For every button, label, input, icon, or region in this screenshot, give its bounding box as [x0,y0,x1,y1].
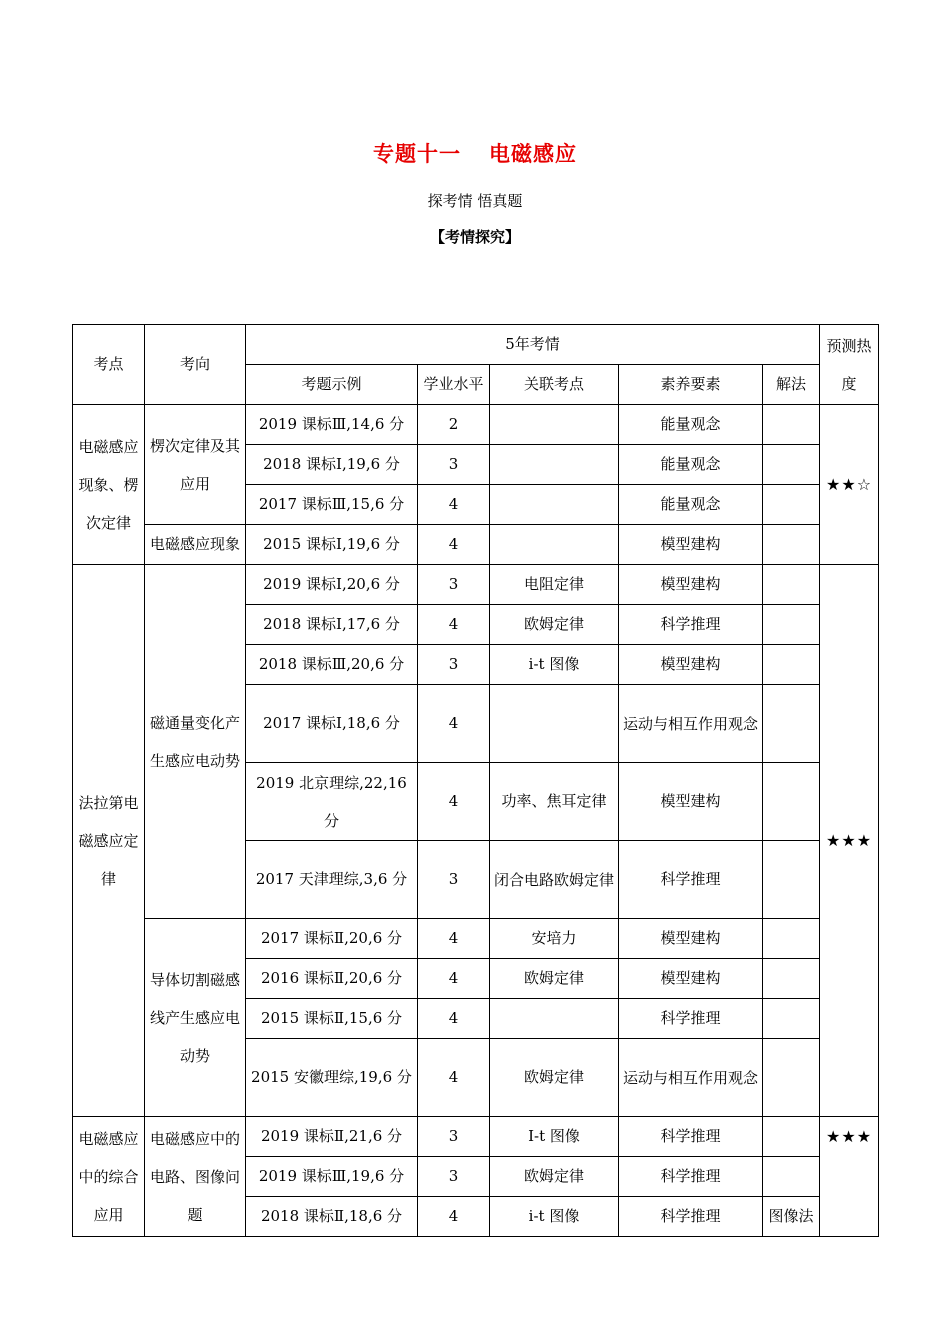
related-cell [490,525,619,565]
literacy-cell: 模型建构 [619,959,763,999]
literacy-cell: 模型建构 [619,919,763,959]
method-cell [763,605,820,645]
example-cell: 2018 课标Ⅰ,17,6 分 [246,605,418,645]
kaoxiang-cell: 磁通量变化产生感应电动势 [145,565,246,919]
header-related: 关联考点 [490,365,619,405]
level-cell: 4 [418,919,490,959]
header-literacy: 素养要素 [619,365,763,405]
related-cell: i-t 图像 [490,645,619,685]
header-example: 考题示例 [246,365,418,405]
method-cell [763,841,820,919]
example-cell: 2019 课标Ⅲ,14,6 分 [246,405,418,445]
page-title [0,138,950,168]
heat-rating: ★★☆ [820,405,879,565]
kaoxiang-cell: 楞次定律及其应用 [145,405,246,525]
method-cell [763,525,820,565]
method-cell [763,685,820,763]
header-yuce: 预测热度 [820,325,879,405]
exam-analysis-table [72,324,879,1237]
example-cell: 2019 北京理综,22,16 分 [246,763,418,841]
kaodian-cell: 电磁感应中的综合应用 [73,1117,145,1237]
method-cell [763,645,820,685]
method-cell [763,405,820,445]
related-cell: 电阻定律 [490,565,619,605]
literacy-cell: 运动与相互作用观念 [619,685,763,763]
example-cell: 2017 课标Ⅰ,18,6 分 [246,685,418,763]
literacy-cell: 模型建构 [619,645,763,685]
literacy-cell: 模型建构 [619,525,763,565]
method-cell [763,1157,820,1197]
level-cell: 4 [418,685,490,763]
literacy-cell: 科学推理 [619,1157,763,1197]
level-cell: 3 [418,841,490,919]
literacy-cell: 能量观念 [619,445,763,485]
related-cell: 欧姆定律 [490,1157,619,1197]
example-cell: 2015 安徽理综,19,6 分 [246,1039,418,1117]
header-method: 解法 [763,365,820,405]
literacy-cell: 能量观念 [619,485,763,525]
literacy-cell: 科学推理 [619,1197,763,1237]
example-cell: 2015 课标Ⅰ,19,6 分 [246,525,418,565]
level-cell: 4 [418,763,490,841]
page-subtitle: 探考情 悟真题 [427,192,523,210]
related-cell [490,405,619,445]
related-cell: 欧姆定律 [490,605,619,645]
example-cell: 2018 课标Ⅰ,19,6 分 [246,445,418,485]
related-cell: i-t 图像 [490,1197,619,1237]
related-cell [490,685,619,763]
literacy-cell: 模型建构 [619,565,763,605]
level-cell: 4 [418,959,490,999]
literacy-cell: 科学推理 [619,605,763,645]
method-cell [763,1039,820,1117]
kaoxiang-cell: 导体切割磁感线产生感应电动势 [145,919,246,1117]
header-five-years: 5年考情 [246,325,820,365]
literacy-cell: 科学推理 [619,841,763,919]
method-cell [763,445,820,485]
kaodian-cell: 法拉第电磁感应定律 [73,565,145,1117]
level-cell: 3 [418,1157,490,1197]
level-cell: 3 [418,565,490,605]
title-topic-number: 专题十一 [373,142,461,166]
example-cell: 2018 课标Ⅲ,20,6 分 [246,645,418,685]
heat-rating: ★★★ [820,1117,879,1237]
example-cell: 2016 课标Ⅱ,20,6 分 [246,959,418,999]
literacy-cell: 科学推理 [619,999,763,1039]
level-cell: 4 [418,525,490,565]
literacy-cell: 科学推理 [619,1117,763,1157]
related-cell: 欧姆定律 [490,1039,619,1117]
title-topic-name: 电磁感应 [489,142,577,166]
example-cell: 2019 课标Ⅱ,21,6 分 [246,1117,418,1157]
level-cell: 2 [418,405,490,445]
method-cell [763,919,820,959]
literacy-cell: 运动与相互作用观念 [619,1039,763,1117]
example-cell: 2015 课标Ⅱ,15,6 分 [246,999,418,1039]
level-cell: 3 [418,1117,490,1157]
literacy-cell: 能量观念 [619,405,763,445]
level-cell: 4 [418,999,490,1039]
heat-rating: ★★★ [820,565,879,1117]
method-cell [763,959,820,999]
example-cell: 2018 课标Ⅱ,18,6 分 [246,1197,418,1237]
method-cell: 图像法 [763,1197,820,1237]
example-cell: 2017 课标Ⅲ,15,6 分 [246,485,418,525]
header-kaoxiang: 考向 [145,325,246,405]
related-cell: 安培力 [490,919,619,959]
related-cell [490,445,619,485]
example-cell: 2017 课标Ⅱ,20,6 分 [246,919,418,959]
kaodian-cell: 电磁感应现象、楞次定律 [73,405,145,565]
related-cell: I-t 图像 [490,1117,619,1157]
kaoxiang-cell: 电磁感应现象 [145,525,246,565]
related-cell [490,999,619,1039]
section-heading: 【考情探究】 [429,228,520,246]
level-cell: 4 [418,1039,490,1117]
level-cell: 3 [418,445,490,485]
level-cell: 4 [418,1197,490,1237]
header-kaodian: 考点 [73,325,145,405]
method-cell [763,485,820,525]
level-cell: 4 [418,605,490,645]
level-cell: 3 [418,645,490,685]
example-cell: 2017 天津理综,3,6 分 [246,841,418,919]
method-cell [763,1117,820,1157]
method-cell [763,999,820,1039]
literacy-cell: 模型建构 [619,763,763,841]
method-cell [763,565,820,605]
header-level: 学业水平 [418,365,490,405]
related-cell: 功率、焦耳定律 [490,763,619,841]
kaoxiang-cell: 电磁感应中的电路、图像问题 [145,1117,246,1237]
method-cell [763,763,820,841]
related-cell: 闭合电路欧姆定律 [490,841,619,919]
example-cell: 2019 课标Ⅰ,20,6 分 [246,565,418,605]
related-cell: 欧姆定律 [490,959,619,999]
level-cell: 4 [418,485,490,525]
example-cell: 2019 课标Ⅲ,19,6 分 [246,1157,418,1197]
related-cell [490,485,619,525]
